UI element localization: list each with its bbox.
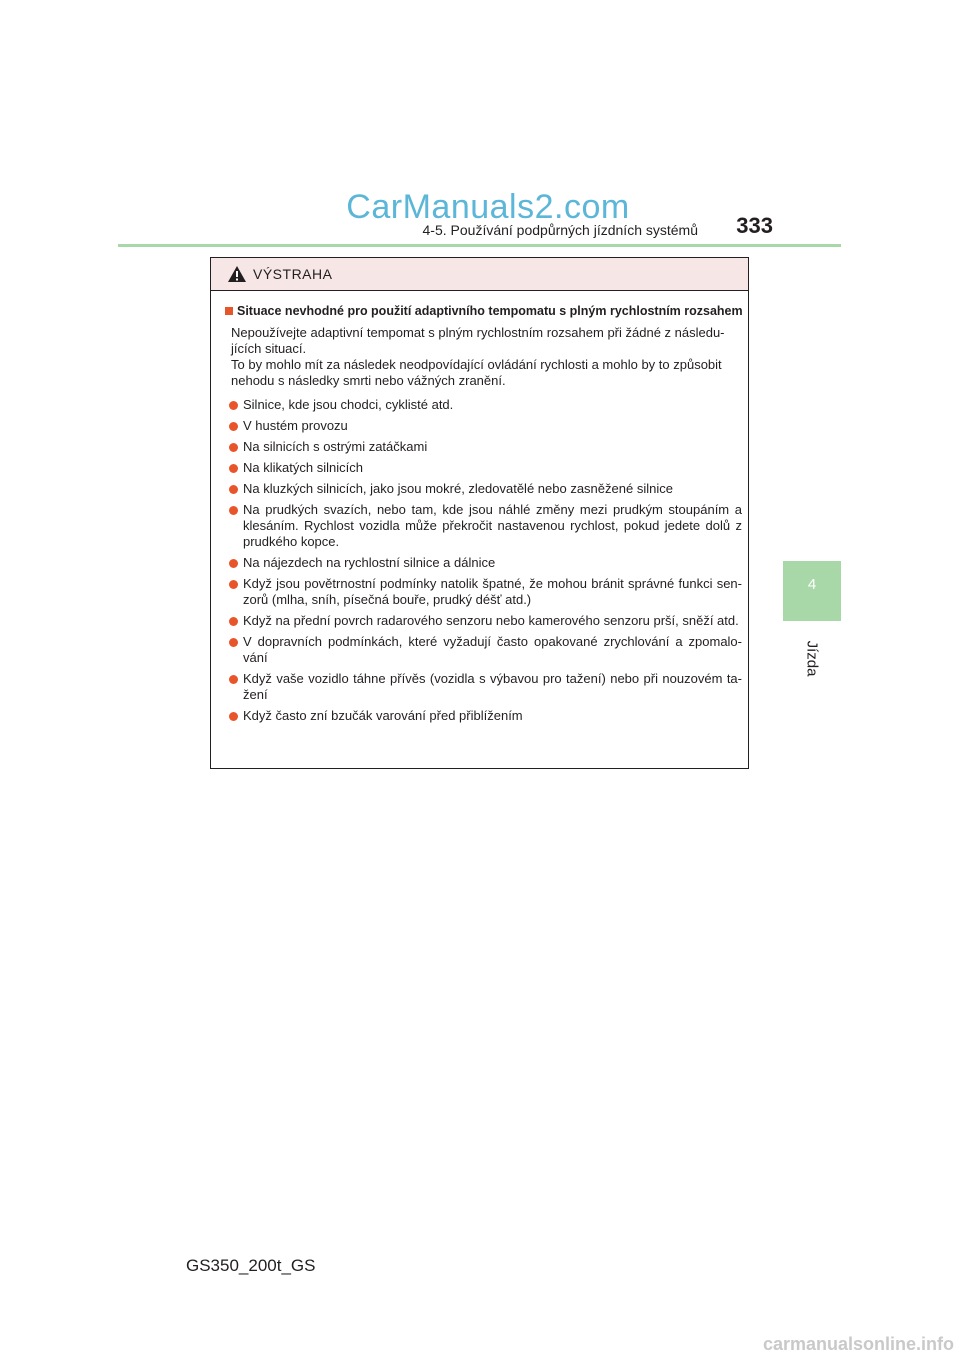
list-item [225,460,742,476]
bullet-dot-icon [229,422,238,431]
list-item-text: Na klikatých silnicích [243,460,363,475]
header-section-title: 4-5. Používání podpůrných jízdních systémů [422,222,698,238]
situation-list [225,397,742,724]
list-item-text: V dopravních podmínkách, které vyžadují často opakované zrychlování a zpomalo-vání [243,634,742,665]
footer-model-code: GS350_200t_GS [186,1256,316,1275]
list-item-text: Na prudkých svazích, nebo tam, kde jsou náhlé změny mezi prudkým stoupáním a klesáním. Rychlost vozidla může překročit nastavenou rychlost, pokud jedete dolů z prudkého kopce. [243,502,742,549]
list-item-text: Silnice, kde jsou chodci, cyklisté atd. [243,397,454,412]
watermark-bottom: carmanualsonline.info [762,1334,954,1354]
intro-line: nehodu s následky smrti nebo vážných zranění. [231,373,506,388]
watermark-logo: CarManuals2.com [346,188,630,226]
bullet-dot-icon [229,485,238,494]
bullet-dot-icon [229,638,238,647]
list-item-text: Na kluzkých silnicích, jako jsou mokré, zledovatělé nebo zasněžené silnice [243,481,673,496]
warning-body [211,291,748,724]
page-number: 333 [736,213,773,238]
bullet-dot-icon [229,580,238,589]
intro-line: To by mohlo mít za následek neodpovídající ovládání rychlosti a mohlo by to způsobit [231,357,722,372]
list-item [225,576,742,608]
list-item [225,634,742,666]
warning-triangle-icon [227,265,247,283]
bullet-dot-icon [229,559,238,568]
warning-header [211,258,748,291]
header-rule [118,244,841,247]
intro-line: jících situací. [231,341,307,356]
list-item-text: Na silnicích s ostrými zatáčkami [243,439,428,454]
warning-title: VÝSTRAHA [253,266,333,282]
bullet-dot-icon [229,401,238,410]
chapter-tab-number: 4 [807,576,817,593]
bullet-dot-icon [229,617,238,626]
chapter-label: Jízda [803,640,821,677]
warning-box [210,257,749,769]
list-item [225,481,742,497]
section-heading-text: Situace nevhodné pro použití adaptivního tempomatu s plným rychlostním rozsahem [237,304,743,318]
bullet-dot-icon [229,712,238,721]
list-item [225,397,742,413]
bullet-dot-icon [229,675,238,684]
bullet-dot-icon [229,506,238,515]
section-heading [225,303,742,319]
bullet-dot-icon [229,443,238,452]
list-item-text: V hustém provozu [243,418,348,433]
bullet-dot-icon [229,464,238,473]
list-item-text: Na nájezdech na rychlostní silnice a dálnice [243,555,496,570]
list-item [225,671,742,703]
list-item-text: Když často zní bzučák varování před přiblížením [243,708,523,723]
intro-paragraph [225,325,742,389]
list-item [225,418,742,434]
list-item-text: Když na přední povrch radarového senzoru nebo kamerového senzoru prší, sněží atd. [243,613,739,628]
list-item [225,555,742,571]
list-item [225,502,742,550]
list-item [225,708,742,724]
list-item [225,613,742,629]
list-item-text: Když jsou povětrnostní podmínky natolik špatné, že mohou bránit správné funkci sen-zorů (mlha, sníh, písečná bouře, prudký déšť atd.) [243,576,742,607]
square-bullet-icon [225,307,233,315]
list-item-text: Když vaše vozidlo táhne přívěs (vozidla s výbavou pro tažení) nebo při nouzovém ta-žení [243,671,742,702]
list-item [225,439,742,455]
intro-line: Nepoužívejte adaptivní tempomat s plným rychlostním rozsahem při žádné z následu- [231,325,725,340]
